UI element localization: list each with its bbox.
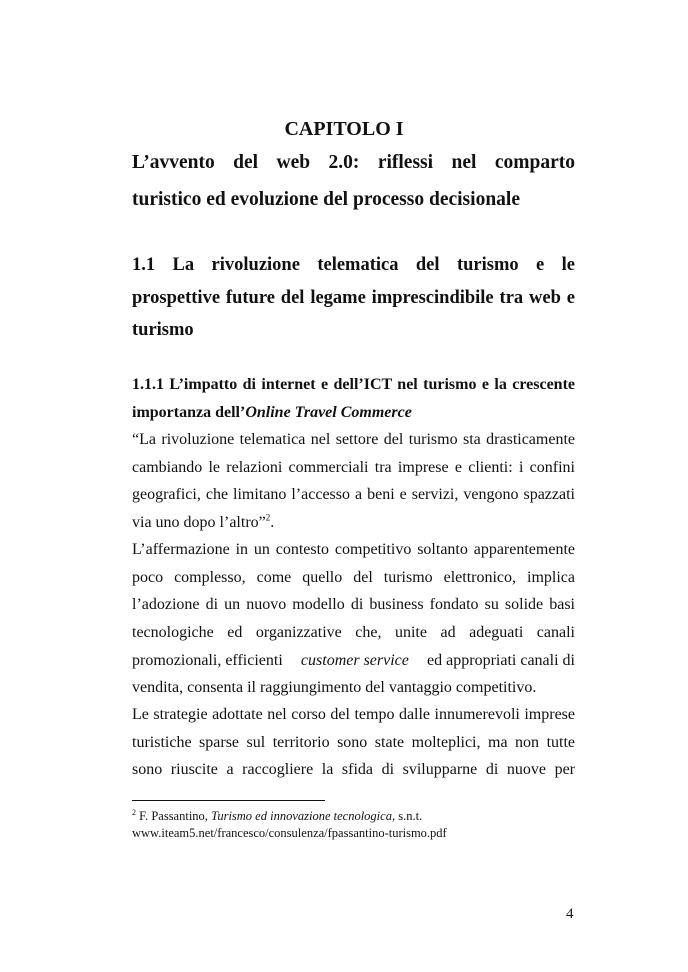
paragraph-3-line-1: Le strategie adottate nel corso del tempo dalle innumerevoli imprese (132, 706, 575, 723)
paragraph-2-line-1: L’affermazione in un contesto competitivo soltanto apparentemente (132, 541, 575, 558)
subsection-heading-line-1: 1.1.1 L’impatto di internet e dell’ICT nel turismo e la crescente (132, 376, 575, 393)
footnote-url: www.iteam5.net/francesco/consulenza/fpassantino-turismo.pdf (132, 826, 447, 840)
paragraph-1-line-1: “La rivoluzione telematica nel settore del turismo sta drasticamente (132, 431, 575, 448)
paragraph-3-line-3: sono riuscite a raccogliere la sfida di svilupparne di nuove per (132, 761, 575, 778)
chapter-label: CAPITOLO I (284, 118, 404, 140)
section-heading-line-1: 1.1 La rivoluzione telematica del turismo e le (132, 255, 575, 275)
paragraph-2-line-5-suffix: ed appropriati canali di (427, 652, 575, 669)
paragraph-2-line-5 (132, 650, 575, 672)
page-number: 4 (566, 906, 574, 922)
footnote-number: 2 (132, 807, 136, 817)
section-heading-line-2: prospettive future del legame imprescindibile tra web e (132, 288, 575, 308)
paragraph-1-line-2: cambiando le relazioni commerciali tra imprese e clienti: i confini (132, 459, 575, 476)
paragraph-2-line-6: vendita, consenta il raggiungimento del vantaggio competitivo. (132, 679, 537, 696)
paragraph-2-line-5-prefix: promozionali, efficienti (132, 652, 283, 669)
footnote-reference: 2 (265, 512, 271, 523)
customer-service-italic: customer service (300, 652, 409, 669)
footnote-title: Turismo ed innovazione tecnologica, (211, 809, 396, 823)
paragraph-2-line-2: poco complesso, come quello del turismo elettronico, implica (132, 569, 575, 586)
footnote-divider (132, 800, 325, 801)
footnote-author: F. Passantino, (136, 809, 212, 823)
subsection-heading-prefix: importanza dell’ (132, 404, 246, 421)
paragraph-2-line-4: tecnologiche ed organizzative che, unite ad adeguati canali (132, 624, 575, 641)
paragraph-1-end: . (270, 514, 275, 531)
paragraph-2-line-3: l’adozione di un nuovo modello di business fondato su solide basi (132, 596, 575, 613)
section-heading-line-3: turismo (132, 320, 194, 340)
subsection-heading-italic: Online Travel Commerce (245, 404, 412, 421)
paragraph-3-line-2: turistiche sparse sul territorio sono state molteplici, ma non tutte (132, 734, 575, 751)
subsection-heading-line-2 (132, 402, 575, 424)
footnote-line-1 (132, 808, 582, 824)
footnote-publisher: s.n.t. (395, 809, 423, 823)
chapter-title-line-2: turistico ed evoluzione del processo decisionale (132, 189, 520, 210)
chapter-title-line-1: L’avvento del web 2.0: riflessi nel comparto (132, 152, 575, 173)
paragraph-1-last-text: via uno dopo l’altro” (132, 514, 266, 531)
paragraph-1-line-4 (132, 512, 575, 534)
paragraph-1-line-3: geografici, che limitano l’accesso a beni e servizi, vengono spazzati (132, 486, 575, 503)
